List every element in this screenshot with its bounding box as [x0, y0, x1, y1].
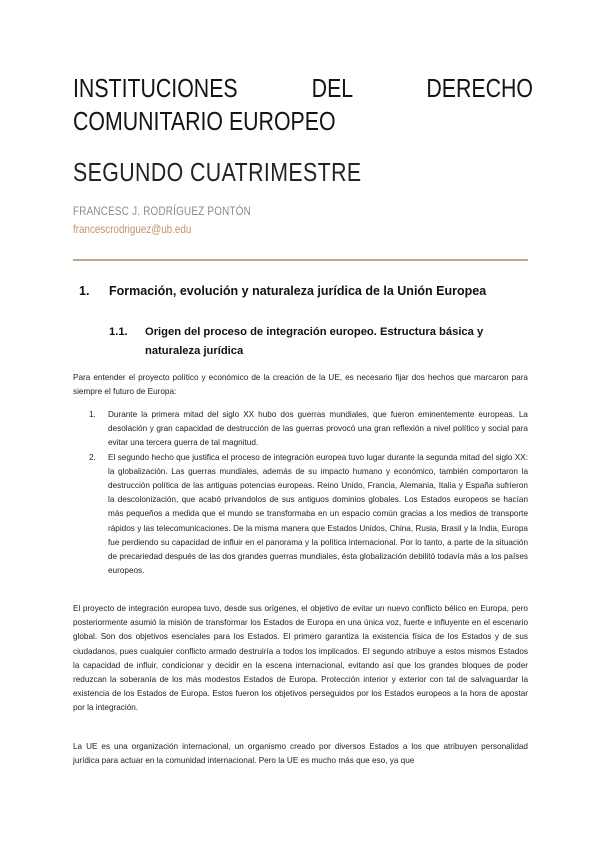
body-paragraph: La UE es una organización internacional, un organismo creado por diversos Estados a los que atribuyen personalidad jurídica para actuar en la comunidad internacional. Pero la UE es mucho más que eso, ya que	[73, 742, 528, 766]
list-item-text: Durante la primera mitad del siglo XX hubo dos guerras mundiales, que fueron eminentemente europeas. La desolación y gran capacidad de destrucción de las guerras provocó una gran reflexión a nivel político y social para evitar una tercera guerra de tal magnitud.	[108, 410, 528, 448]
list-item-number: 2.	[89, 452, 96, 462]
list-item-number: 1.	[89, 410, 96, 419]
header-divider	[73, 259, 528, 261]
subsection-number: 1.1.	[109, 326, 128, 338]
body-paragraph: El proyecto de integración europea tuvo, desde sus orígenes, el objetivo de evitar un nuevo conflicto bélico en Europa, pero posteriormente asumió la misión de transformar los Estados de Europa en una única voz, fuerte e influyente en el escenario global. Son dos objetivos esenciales para los Estados. El primero garantiza la existencia física de los Estados y de sus ciudadanos, pues cualquier conflicto armado destruiría a todos los implicados. El segundo atribuye a estos mismos Estados la capacidad de influir, condicionar y decidir en la escena internacional, evitando así que los grandes bloques de poder reduzcan la soberanía de los más modestos Estados de Europa. Protección interior y exterior con tal de salvaguardar la existencia de los Estados de Europa. Estos fueron los objetivos perseguidos por los Estados europeos a la hora de apostar por la integración.	[73, 604, 528, 713]
list-item	[89, 451, 528, 579]
author-email[interactable]: francescrodriguez@ub.edu	[73, 222, 192, 236]
document-subtitle: SEGUNDO CUATRIMESTRE	[73, 157, 362, 187]
list-item-text: El segundo hecho que justifica el proceso de integración europea tuvo lugar durante la segunda mitad del siglo XX: la globalización. Las guerras mundiales, además de su impacto humano y económico, también comportaron la destrucción política de las antiguas potencias europeas. Reino Unido, Francia, Alemania, Italia y España sufrieron la descolonización, que acabó privandolos de sus antiguos dominios globales. Los Estados europeos se hacían más pequeños a medida que el mundo se transformaba en un espacio común gracias a los medios de transporte rápidos y las telecomunicaciones. De la misma manera que Estados Unidos, China, Rusia, Brasil y la India, Europa fue perdiendo su capacidad de influir en el panorama y la política internacional. Por lo tanto, a parte de la situación de precariedad después de las dos grandes guerras mundiales, ésta globalización debilitó todavía más a los países europeos.	[108, 452, 528, 576]
section-title: Formación, evolución y naturaleza jurídica de la Unión Europea	[109, 284, 487, 298]
section-number: 1.	[79, 284, 90, 298]
subsection-title: Origen del proceso de integración europeo. Estructura básica y naturaleza jurídica	[145, 326, 484, 357]
section-heading-1	[79, 281, 528, 301]
subsection-heading-1-1	[109, 323, 528, 361]
author-name: FRANCESC J. RODRÍGUEZ PONTÓN	[73, 204, 252, 218]
intro-paragraph: Para entender el proyecto político y económico de la creación de la UE, es necesario fijar dos hechos que marcaron para siempre el futuro de Europa:	[73, 373, 528, 397]
document-title: INSTITUCIONES DEL DERECHO COMUNITARIO EUROPEO	[73, 73, 534, 136]
list-item	[89, 408, 528, 451]
numbered-list	[89, 408, 528, 578]
